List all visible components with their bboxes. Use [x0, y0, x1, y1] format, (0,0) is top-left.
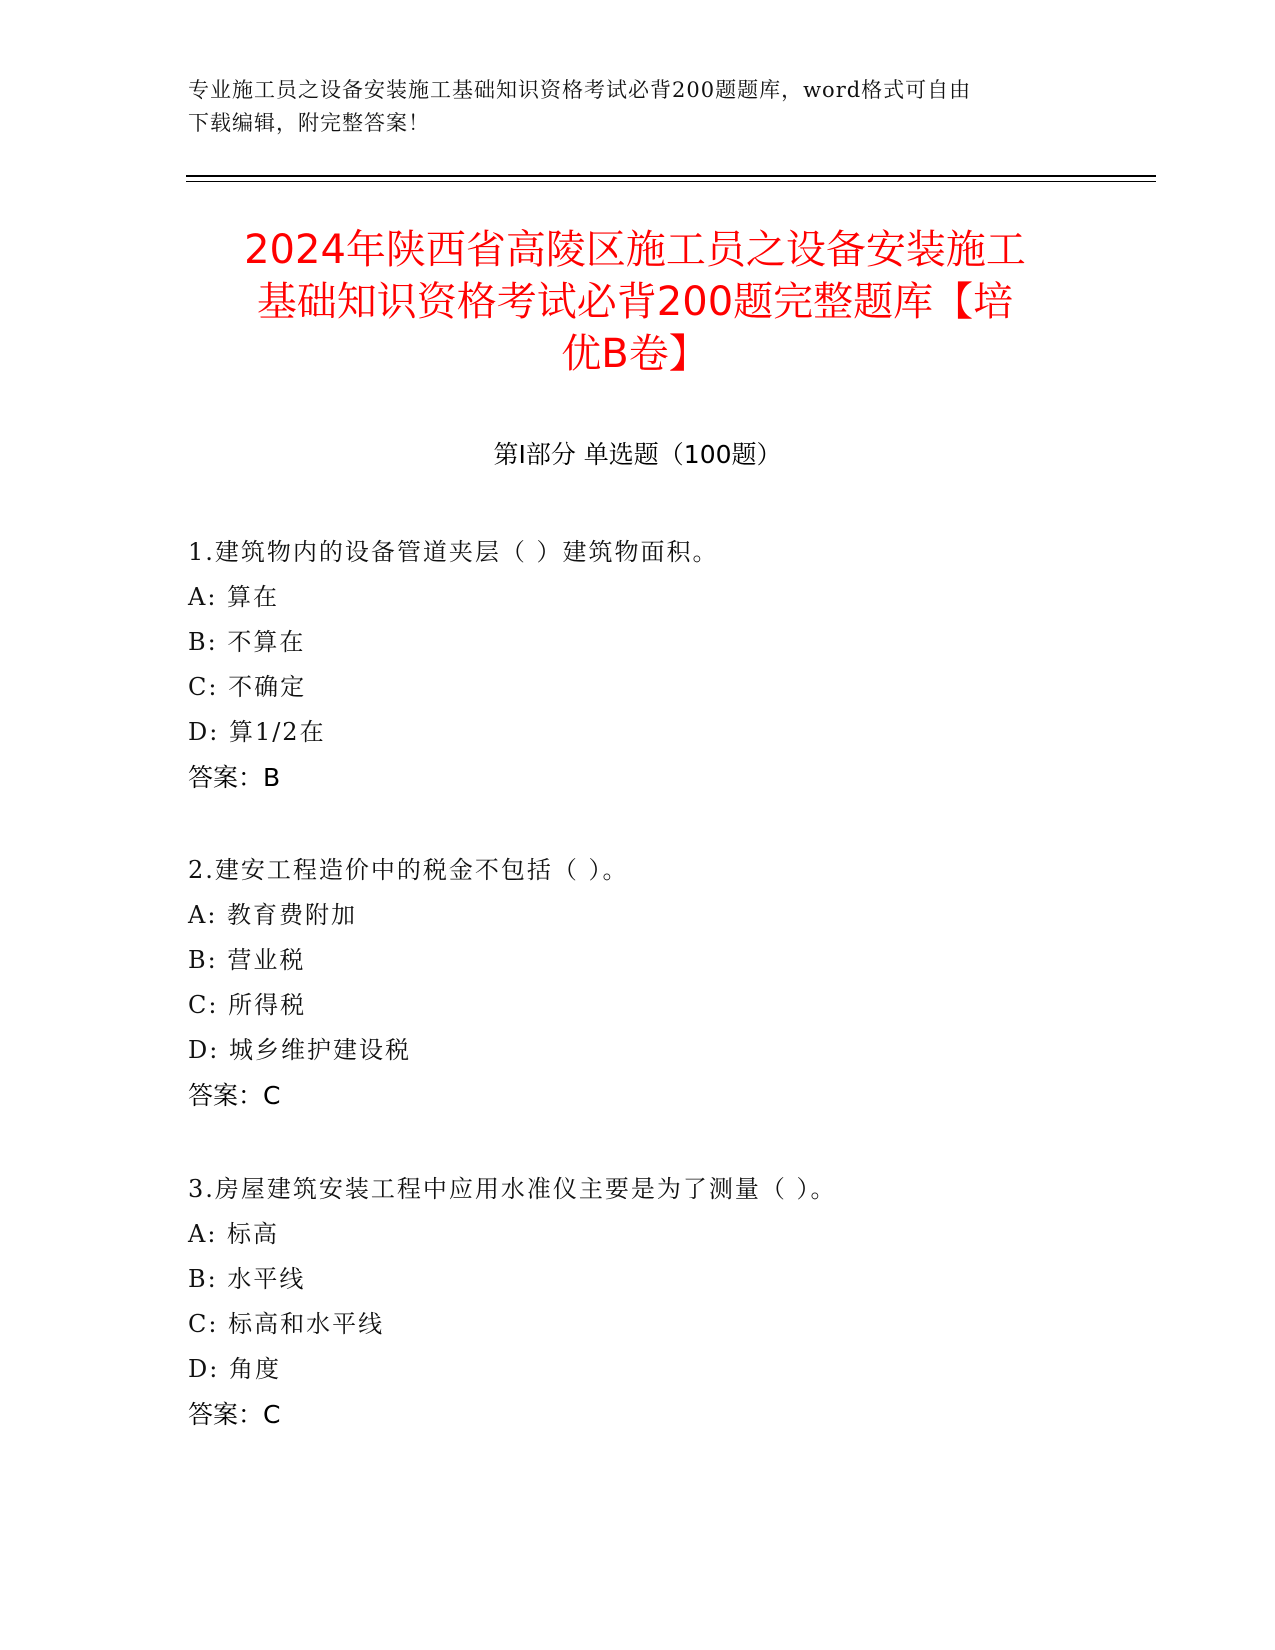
title-line-3: 优B卷】: [561, 331, 709, 377]
section-heading: 第Ⅰ部分 单选题（100题）: [493, 440, 782, 469]
option-c: C: 所得税: [188, 991, 307, 1019]
question-3: [188, 1167, 1148, 1437]
header-note-line-1: 专业施工员之设备安装施工基础知识资格考试必背200题题库，word格式可自由: [188, 78, 972, 102]
question-stem: 3.房屋建筑安装工程中应用水准仪主要是为了测量（ ）。: [188, 1175, 837, 1203]
answer: 答案：C: [188, 1081, 281, 1110]
option-d: D: 算1/2在: [188, 718, 326, 746]
document-title: [170, 224, 1100, 380]
title-line-2: 基础知识资格考试必背200题完整题库【培: [256, 279, 1014, 325]
question-stem: 2.建安工程造价中的税金不包括（ ）。: [188, 856, 629, 884]
answer: 答案：B: [188, 763, 281, 792]
option-b: B: 水平线: [188, 1265, 306, 1293]
option-c: C: 标高和水平线: [188, 1310, 385, 1338]
header-divider-thick: [186, 175, 1156, 177]
title-line-1: 2024年陕西省高陵区施工员之设备安装施工: [244, 227, 1026, 273]
header-note: [188, 74, 1068, 140]
answer: 答案：C: [188, 1400, 281, 1429]
question-2: [188, 848, 1148, 1118]
option-a: A: 标高: [188, 1220, 280, 1248]
option-d: D: 角度: [188, 1355, 281, 1383]
option-b: B: 营业税: [188, 946, 306, 974]
header-divider-thin: [186, 181, 1156, 182]
question-1: [188, 530, 1148, 800]
question-stem: 1.建筑物内的设备管道夹层（ ）建筑物面积。: [188, 538, 719, 566]
header-note-line-2: 下载编辑，附完整答案！: [188, 111, 430, 135]
option-a: A: 教育费附加: [188, 901, 358, 929]
option-c: C: 不确定: [188, 673, 307, 701]
option-b: B: 不算在: [188, 628, 306, 656]
option-a: A: 算在: [188, 583, 280, 611]
option-d: D: 城乡维护建设税: [188, 1036, 411, 1064]
